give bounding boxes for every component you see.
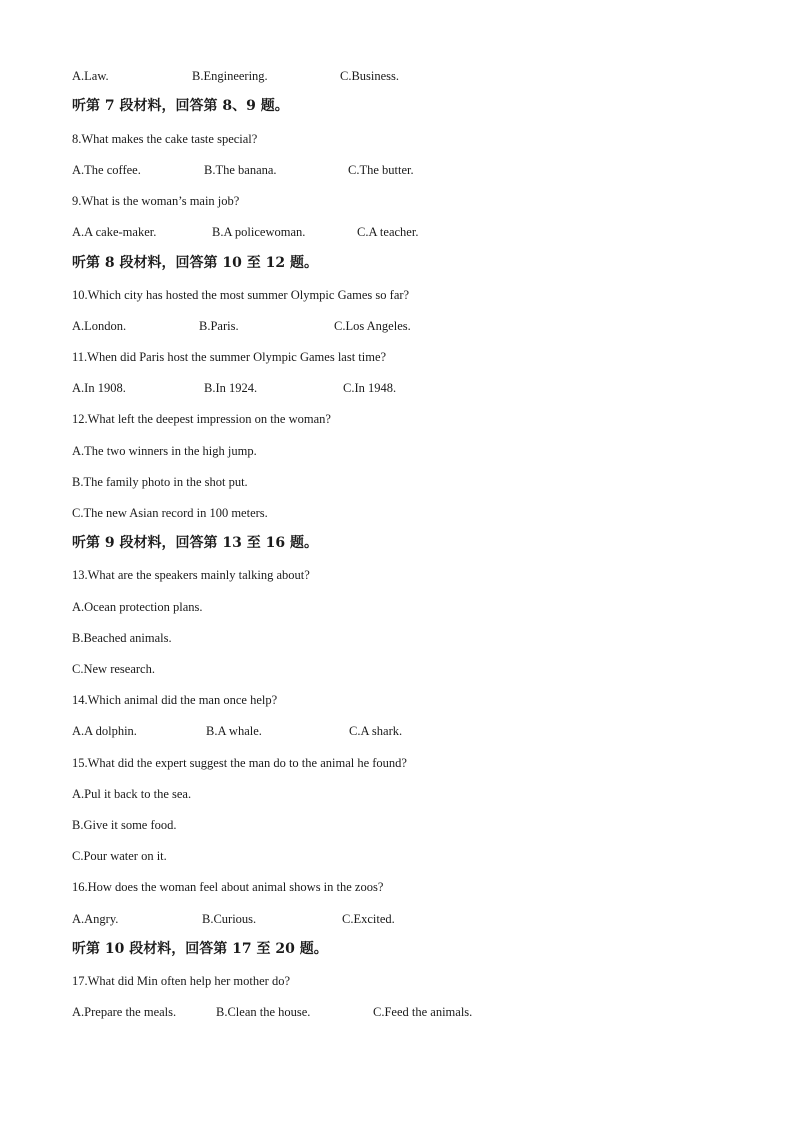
answer-option: A.Prepare the meals.: [72, 1005, 177, 1019]
answer-option: C.Pour water on it.: [72, 849, 167, 863]
answer-option: C.Business.: [340, 69, 400, 83]
answer-option: A.Angry.: [72, 912, 119, 926]
answer-option: B.Give it some food.: [72, 818, 177, 832]
answer-option: B.The banana.: [204, 163, 277, 177]
answer-option: C.Feed the animals.: [373, 1005, 473, 1019]
answer-option: B.A policewoman.: [212, 225, 306, 239]
question-text: 16.How does the woman feel about animal shows in the zoos?: [72, 880, 384, 894]
question-text: 10.Which city has hosted the most summer Olympic Games so far?: [72, 288, 410, 302]
answer-option: B.Engineering.: [192, 69, 268, 83]
answer-option: A.In 1908.: [72, 381, 126, 395]
section-heading: 听第 9 段材料，回答第 13 至 16 题。: [72, 535, 318, 551]
answer-option: B.The family photo in the shot put.: [72, 475, 248, 489]
question-text: 17.What did Min often help her mother do?: [72, 974, 290, 988]
answer-option: A.London.: [72, 319, 127, 333]
answer-option: C.Los Angeles.: [334, 319, 411, 333]
answer-option: B.Paris.: [199, 319, 239, 333]
answer-option: B.A whale.: [206, 724, 262, 738]
answer-option: C.New research.: [72, 662, 155, 676]
answer-option: C.The new Asian record in 100 meters.: [72, 506, 268, 520]
answer-option: C.The butter.: [348, 163, 414, 177]
question-text: 15.What did the expert suggest the man do to the animal he found?: [72, 756, 407, 770]
answer-option: C.A teacher.: [357, 225, 419, 239]
answer-option: A.Law.: [72, 69, 109, 83]
answer-option: B.In 1924.: [204, 381, 258, 395]
answer-option: B.Curious.: [202, 912, 257, 926]
answer-option: A.Pul it back to the sea.: [72, 787, 192, 801]
answer-option: A.The coffee.: [72, 163, 141, 177]
answer-option: C.A shark.: [349, 724, 403, 738]
question-text: 11.When did Paris host the summer Olympic Games last time?: [72, 350, 387, 364]
section-heading: 听第 8 段材料，回答第 10 至 12 题。: [72, 255, 318, 271]
question-text: 14.Which animal did the man once help?: [72, 693, 278, 707]
answer-option: A.A dolphin.: [72, 724, 137, 738]
section-heading: 听第 7 段材料，回答第 8、9 题。: [72, 98, 289, 114]
question-text: 8.What makes the cake taste special?: [72, 132, 258, 146]
answer-option: A.Ocean protection plans.: [72, 600, 203, 614]
question-text: 13.What are the speakers mainly talking about?: [72, 568, 310, 582]
answer-option: B.Clean the house.: [216, 1005, 311, 1019]
answer-option: A.A cake-maker.: [72, 225, 157, 239]
question-text: 12.What left the deepest impression on the woman?: [72, 412, 331, 426]
section-heading: 听第 10 段材料，回答第 17 至 20 题。: [72, 941, 328, 957]
answer-option: B.Beached animals.: [72, 631, 172, 645]
answer-option: C.In 1948.: [343, 381, 397, 395]
answer-option: A.The two winners in the high jump.: [72, 444, 257, 458]
answer-option: C.Excited.: [342, 912, 395, 926]
question-text: 9.What is the woman’s main job?: [72, 194, 240, 208]
